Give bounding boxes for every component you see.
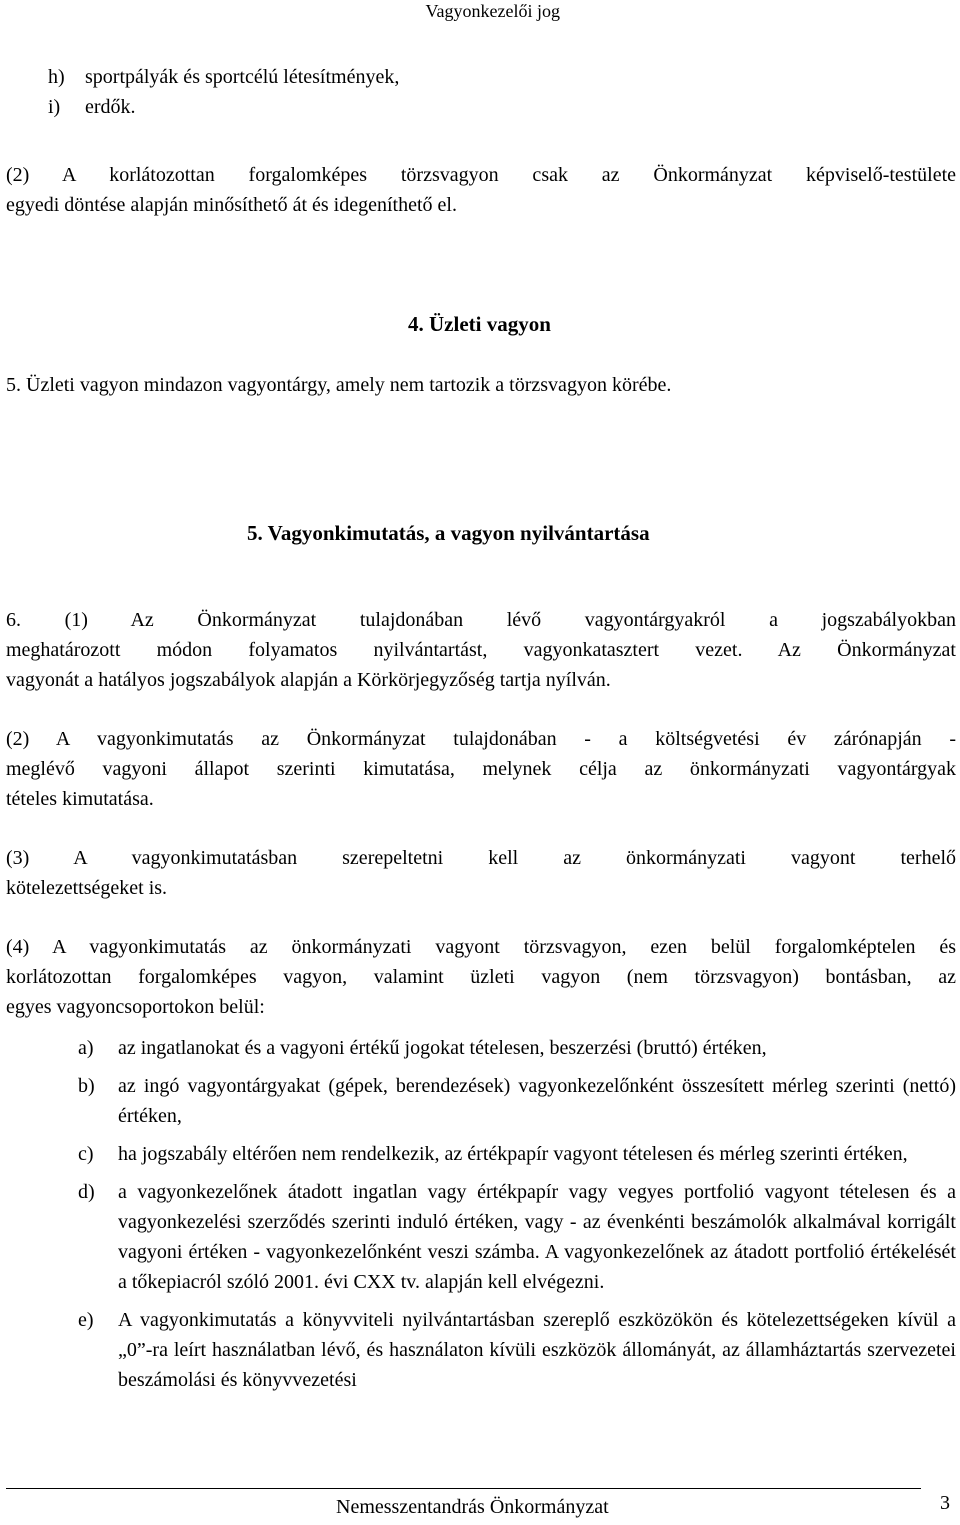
paragraph-line: meglévő vagyoni állapot szerinti kimutatása, melynek célja az önkormányzati vagyontárgyak [6, 758, 956, 780]
enumerated-list [78, 1033, 956, 1403]
paragraph-line: egyedi döntése alapján minősíthető át és idegeníthető el. [6, 194, 457, 216]
list-item-text: a vagyonkezelőnek átadott ingatlan vagy értékpapír vagy vegyes portfolió vagyont tételesen és a vagyonkezelési szerződés szerinti induló értéken, vagy - az évenkénti beszámolók alkalmával korrigált vagyoni értéken - vagyonkezelőnként veszi számba. A vagyonkezelőnek az átadott portfolió értékelését a tőkepiacról szóló 2001. évi CXX tv. alapján kell elvégezni. [118, 1181, 956, 1293]
list-marker: b) [78, 1075, 95, 1097]
paragraph-line: (2) A vagyonkimutatás az Önkormányzat tulajdonában - a költségvetési év zárónapján - [6, 728, 956, 750]
paragraph-line: vagyonát a hatályos jogszabályok alapján a Körkörjegyzőség tartja nyílván. [6, 669, 611, 691]
list-marker: i) [48, 96, 61, 118]
footer-divider [6, 1488, 921, 1489]
paragraph-line: tételes kimutatása. [6, 788, 154, 810]
section-5-paragraph-1 [6, 605, 956, 695]
list-marker: h) [48, 66, 65, 88]
page-number: 3 [940, 1492, 950, 1514]
section-5-paragraph-3 [6, 843, 956, 903]
section-5-paragraph-4 [6, 932, 956, 1022]
list-item-i [48, 92, 399, 122]
paragraph-2-top [6, 160, 956, 220]
paragraph-line: egyes vagyoncsoportokon belül: [6, 996, 265, 1018]
list-item-text: erdők. [85, 96, 136, 118]
list-marker: a) [78, 1037, 94, 1059]
list-item-e [78, 1305, 956, 1395]
list-item-b [78, 1071, 956, 1131]
list-marker: d) [78, 1181, 95, 1203]
paragraph-line: (2) A korlátozottan forgalomképes törzsvagyon csak az Önkormányzat képviselő-testülete [6, 164, 956, 186]
paragraph-line: 6. (1) Az Önkormányzat tulajdonában lévő vagyontárgyakról a jogszabályokban [6, 609, 956, 631]
running-header: Vagyonkezelői jog [425, 1, 560, 21]
list-marker: c) [78, 1143, 94, 1165]
list-item-text: sportpályák és sportcélú létesítmények, [85, 66, 400, 88]
list-marker: e) [78, 1309, 94, 1331]
section-5-paragraph-2 [6, 724, 956, 814]
paragraph-line: 5. Üzleti vagyon mindazon vagyontárgy, amely nem tartozik a törzsvagyon körébe. [6, 374, 672, 396]
paragraph-line: korlátozottan forgalomképes vagyon, valamint üzleti vagyon (nem törzsvagyon) bontásban, az [6, 966, 956, 988]
list-top [48, 62, 399, 122]
list-item-text: az ingatlanokat és a vagyoni értékű jogokat tételesen, beszerzési (bruttó) értéken, [118, 1037, 767, 1059]
list-item-a [78, 1033, 956, 1063]
section-4-heading: 4. Üzleti vagyon [408, 312, 551, 336]
list-item-text: ha jogszabály eltérően nem rendelkezik, az értékpapír vagyont tételesen és mérleg szerinti értéken, [118, 1143, 908, 1165]
list-item-c [78, 1139, 956, 1169]
footer-title: Nemesszentandrás Önkormányzat [336, 1496, 609, 1518]
section-4-paragraph [6, 370, 956, 400]
paragraph-line: (4) A vagyonkimutatás az önkormányzati vagyont törzsvagyon, ezen belül forgalomképtelen és [6, 936, 956, 958]
paragraph-line: kötelezettségeket is. [6, 877, 168, 899]
list-item-text: A vagyonkimutatás a könyvviteli nyilvántartásban szereplő eszközökön és kötelezettségeken kívül a „0”-ra leírt használatban lévő, és használaton kívüli eszközök állományát, az államháztartás szervezetei beszámolási és könyvvezetési [118, 1309, 956, 1391]
paragraph-line: meghatározott módon folyamatos nyilvántartást, vagyonkatasztert vezet. Az Önkormányzat [6, 639, 956, 661]
list-item-h [48, 62, 399, 92]
list-item-d [78, 1177, 956, 1297]
section-5-heading: 5. Vagyonkimutatás, a vagyon nyilvántartása [247, 521, 650, 545]
paragraph-line: (3) A vagyonkimutatásban szerepeltetni kell az önkormányzati vagyont terhelő [6, 847, 956, 869]
list-item-text: az ingó vagyontárgyakat (gépek, berendezések) vagyonkezelőnként összesített mérleg szerinti (nettó) értéken, [118, 1075, 956, 1127]
